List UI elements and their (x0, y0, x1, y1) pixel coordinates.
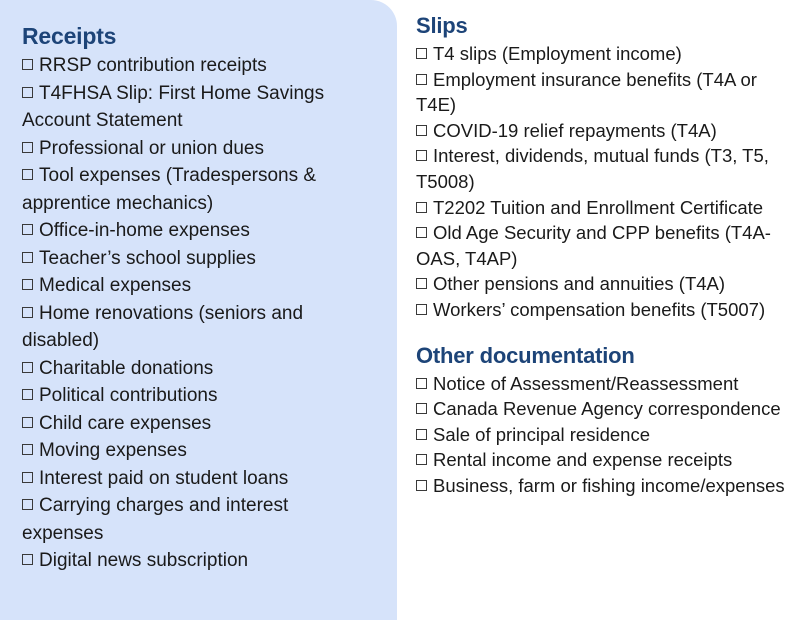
checklist-item[interactable] (416, 422, 789, 448)
checkbox-empty-icon[interactable] (22, 142, 33, 153)
checklist-item-label: Professional or union dues (39, 137, 264, 159)
checklist-item[interactable] (22, 410, 371, 438)
checklist-item-label: Charitable donations (39, 357, 214, 379)
checklist-item-label: COVID-19 relief repayments (T4A) (433, 119, 717, 141)
checklist-item-label: Political contributions (39, 385, 218, 406)
checklist-item-label: Moving expenses (39, 440, 187, 461)
checklist-item[interactable] (22, 245, 371, 273)
checklist-item[interactable] (22, 80, 371, 135)
checklist-item-label: Office-in-home expenses (39, 220, 250, 241)
checklist-item[interactable] (22, 52, 371, 80)
checkbox-empty-icon[interactable] (22, 499, 33, 510)
checklist-item-label: Notice of Assessment/Reassessment (433, 372, 739, 394)
checkbox-empty-icon[interactable] (416, 378, 427, 389)
checklist-item-label: T4 slips (Employment income) (433, 43, 682, 64)
checkbox-empty-icon[interactable] (416, 403, 427, 414)
section-spacer (416, 323, 789, 342)
checkbox-empty-icon[interactable] (22, 279, 33, 290)
checkbox-empty-icon[interactable] (416, 429, 427, 440)
checkbox-empty-icon[interactable] (22, 252, 33, 263)
checklist-item[interactable] (416, 473, 789, 499)
checkbox-empty-icon[interactable] (22, 389, 33, 400)
other-documentation-checklist (416, 371, 789, 499)
checkbox-empty-icon[interactable] (416, 278, 427, 289)
checkbox-empty-icon[interactable] (22, 169, 33, 180)
checkbox-empty-icon[interactable] (416, 304, 427, 315)
checklist-item[interactable] (22, 217, 371, 245)
checklist-item-label: T4FHSA Slip: First Home Savings Account Statement (22, 82, 325, 131)
checkbox-empty-icon[interactable] (22, 472, 33, 483)
checklist-item[interactable] (416, 143, 789, 194)
checklist-item[interactable] (416, 195, 789, 221)
checkbox-empty-icon[interactable] (416, 48, 427, 59)
checklist-item-label: Workers’ compensation benefits (T5007) (433, 298, 766, 320)
checklist-item-label: T2202 Tuition and Enrollment Certificate (433, 196, 764, 218)
checklist-item-label: Other pensions and annuities (T4A) (433, 273, 726, 295)
receipts-checklist (22, 52, 371, 575)
checkbox-empty-icon[interactable] (22, 554, 33, 565)
checklist-item-label: Digital news subscription (39, 550, 249, 571)
checklist-item-label: Medical expenses (39, 275, 192, 296)
checklist-item[interactable] (22, 465, 371, 493)
checklist-item[interactable] (22, 162, 371, 217)
checklist-item[interactable] (22, 272, 371, 300)
checklist-item-label: Child care expenses (39, 412, 212, 434)
checklist-item[interactable] (416, 297, 789, 323)
checklist-item-label: Old Age Security and CPP benefits (T4A-OAS, T4AP) (416, 222, 771, 269)
checklist-item[interactable] (22, 382, 371, 410)
checklist-item-label: Teacher’s school supplies (39, 247, 256, 269)
slips-heading: Slips (416, 13, 468, 38)
checkbox-empty-icon[interactable] (22, 59, 33, 70)
slips-checklist (416, 41, 789, 323)
checkbox-empty-icon[interactable] (22, 362, 33, 373)
checklist-item-label: Sale of principal residence (433, 423, 650, 445)
checklist-item[interactable] (416, 118, 789, 144)
checklist-item-label: Interest, dividends, mutual funds (T3, T5, T5008) (416, 145, 769, 192)
slips-and-other-column (410, 0, 791, 620)
checkbox-empty-icon[interactable] (416, 202, 427, 213)
checklist-item[interactable] (22, 300, 371, 355)
checklist-item[interactable] (416, 371, 789, 397)
checklist-item[interactable] (22, 135, 371, 163)
checklist-item[interactable] (416, 220, 789, 271)
checklist-item-label: Canada Revenue Agency correspondence (433, 398, 781, 420)
checklist-item[interactable] (22, 547, 371, 575)
checklist-item-label: Rental income and expense receipts (433, 449, 733, 471)
checklist-item[interactable] (22, 437, 371, 465)
checklist-item-label: Carrying charges and interest expenses (22, 495, 289, 544)
checklist-item[interactable] (416, 447, 789, 473)
checklist-item[interactable] (416, 41, 789, 67)
checklist-item-label: Home renovations (seniors and disabled) (22, 302, 304, 351)
checkbox-empty-icon[interactable] (22, 224, 33, 235)
receipts-heading: Receipts (22, 23, 117, 49)
checkbox-empty-icon[interactable] (22, 444, 33, 455)
checkbox-empty-icon[interactable] (416, 227, 427, 238)
checklist-item[interactable] (22, 492, 371, 547)
checklist-item[interactable] (416, 396, 789, 422)
checklist-item-label: Business, farm or fishing income/expenses (433, 474, 785, 496)
checkbox-empty-icon[interactable] (416, 74, 427, 85)
checklist-item[interactable] (22, 355, 371, 383)
checkbox-empty-icon[interactable] (416, 150, 427, 161)
checklist-item-label: RRSP contribution receipts (39, 55, 267, 76)
checklist-item-label: Employment insurance benefits (T4A or T4E) (416, 68, 757, 116)
checklist-item[interactable] (416, 271, 789, 297)
checkbox-empty-icon[interactable] (416, 125, 427, 136)
checklist-item[interactable] (416, 67, 789, 118)
checkbox-empty-icon[interactable] (416, 454, 427, 465)
checkbox-empty-icon[interactable] (416, 480, 427, 491)
checkbox-empty-icon[interactable] (22, 87, 33, 98)
checkbox-empty-icon[interactable] (22, 307, 33, 318)
checklist-item-label: Tool expenses (Tradespersons & apprentice mechanics) (22, 165, 317, 214)
other-documentation-heading: Other documentation (416, 342, 635, 368)
checklist-item-label: Interest paid on student loans (39, 467, 289, 489)
checkbox-empty-icon[interactable] (22, 417, 33, 428)
